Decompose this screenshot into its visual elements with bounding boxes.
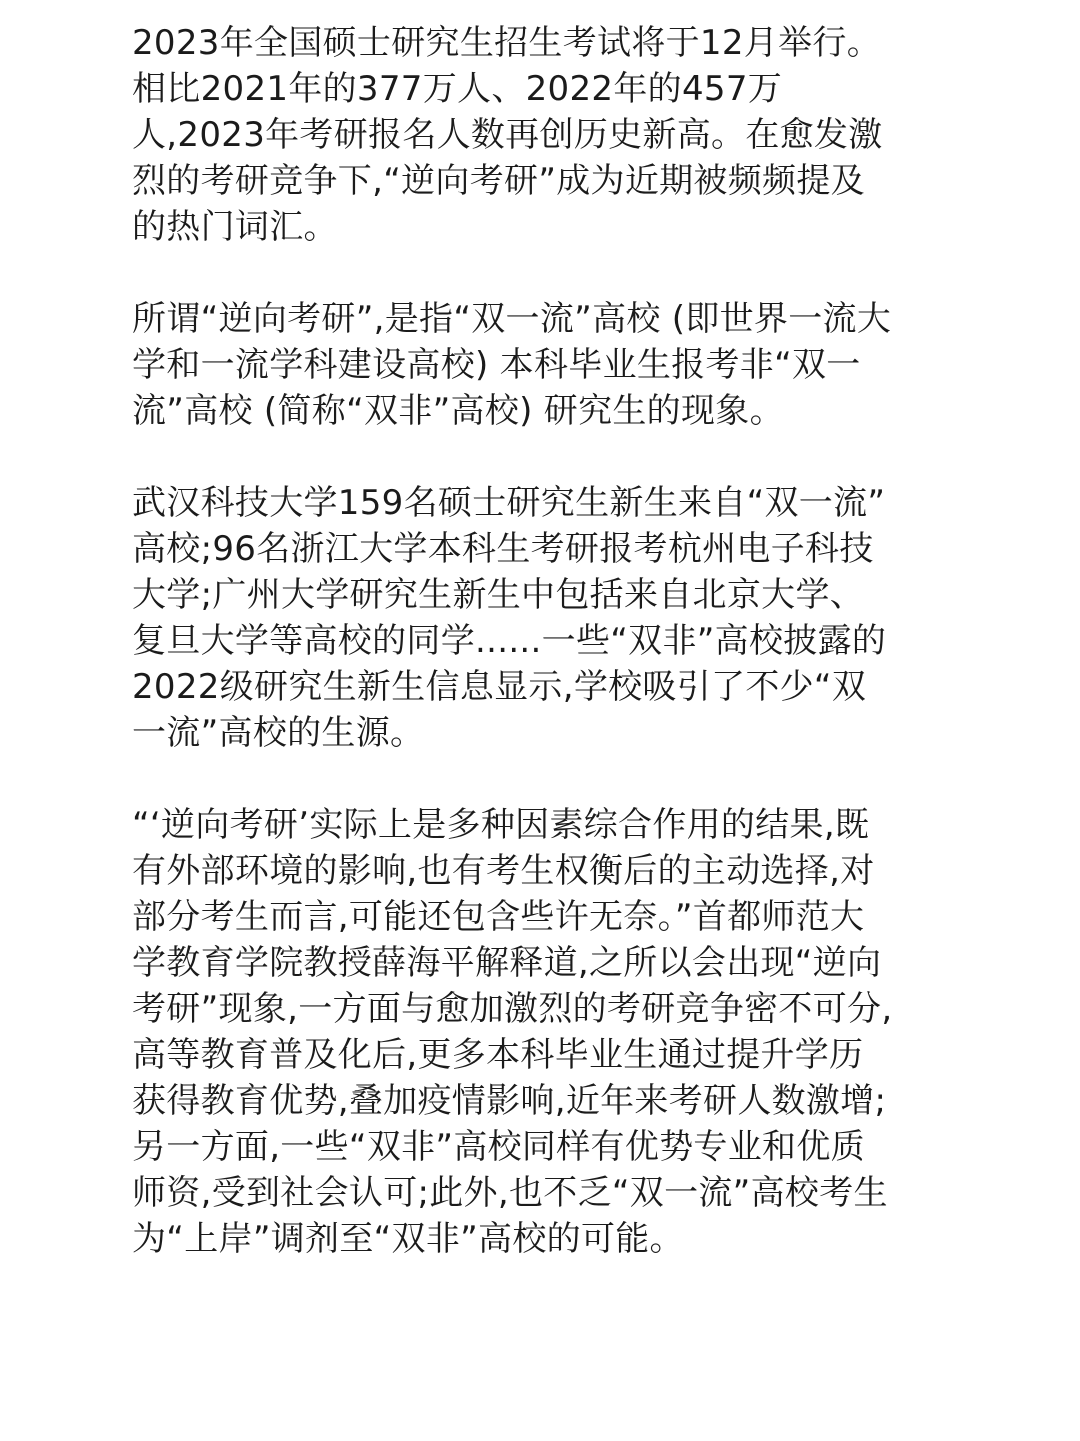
text-line: 高校;96名浙江大学本科生考研报考杭州电子科技 <box>132 529 874 569</box>
paragraph-3 <box>132 480 952 756</box>
paragraph-2 <box>132 296 952 434</box>
text-line: 师资,受到社会认可;此外,也不乏“双一流”高校考生 <box>132 1173 888 1213</box>
text-line: 另一方面,一些“双非”高校同样有优势专业和优质 <box>132 1127 865 1167</box>
text-line: 为“上岸”调剂至“双非”高校的可能。 <box>132 1219 684 1259</box>
text-line: 部分考生而言,可能还包含些许无奈。”首都师范大 <box>132 897 865 937</box>
text-line: 武汉科技大学159名硕士研究生新生来自“双一流” <box>132 483 886 523</box>
text-line: 相比2021年的377万人、2022年的457万 <box>132 69 783 109</box>
text-line: “‘逆向考研’实际上是多种因素综合作用的结果,既 <box>132 805 870 845</box>
article-body <box>132 20 952 1262</box>
text-line: 有外部环境的影响,也有考生权衡后的主动选择,对 <box>132 851 875 891</box>
text-line: 复旦大学等高校的同学......一些“双非”高校披露的 <box>132 621 887 661</box>
text-line: 考研”现象,一方面与愈加激烈的考研竞争密不可分, <box>132 989 893 1029</box>
text-line: 的热门词汇。 <box>132 207 338 247</box>
text-line: 学和一流学科建设高校) 本科毕业生报考非“双一 <box>132 345 861 385</box>
text-line: 大学;广州大学研究生新生中包括来自北京大学、 <box>132 575 865 615</box>
text-line: 2022级研究生新生信息显示,学校吸引了不少“双 <box>132 667 867 707</box>
text-line: 流”高校 (简称“双非”高校) 研究生的现象。 <box>132 391 784 431</box>
text-line: 学教育学院教授薛海平解释道,之所以会出现“逆向 <box>132 943 882 983</box>
text-line: 2023年全国硕士研究生招生考试将于12月举行。 <box>132 23 881 63</box>
text-line: 烈的考研竞争下,“逆向考研”成为近期被频频提及 <box>132 161 865 201</box>
text-line: 高等教育普及化后,更多本科毕业生通过提升学历 <box>132 1035 864 1075</box>
paragraph-4 <box>132 802 952 1262</box>
paragraph-1 <box>132 20 952 250</box>
text-line: 一流”高校的生源。 <box>132 713 425 753</box>
text-line: 所谓“逆向考研”,是指“双一流”高校 (即世界一流大 <box>132 299 892 339</box>
text-line: 获得教育优势,叠加疫情影响,近年来考研人数激增; <box>132 1081 887 1121</box>
text-line: 人,2023年考研报名人数再创历史新高。在愈发激 <box>132 115 883 155</box>
